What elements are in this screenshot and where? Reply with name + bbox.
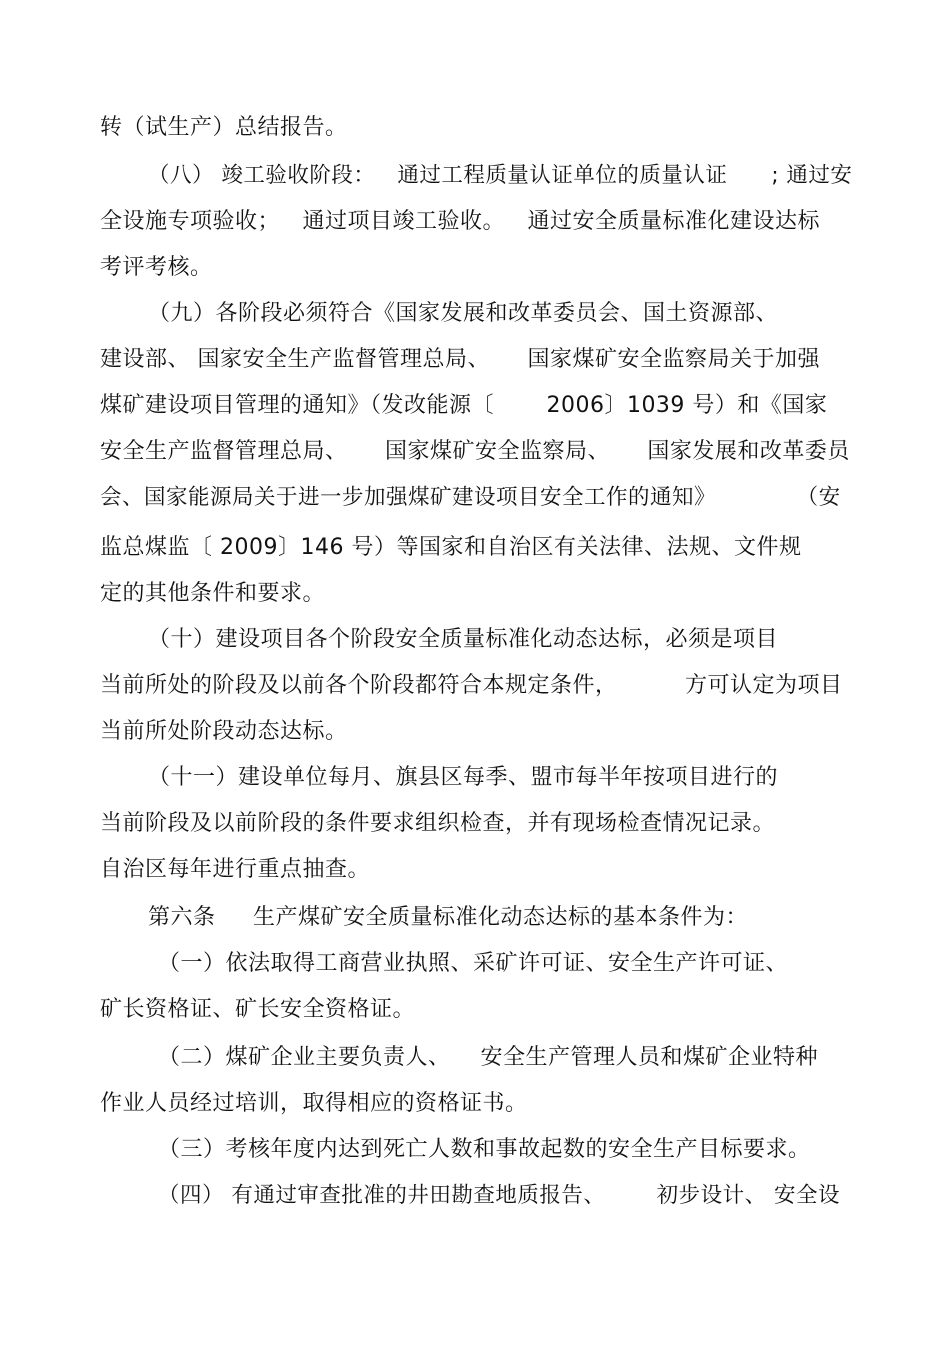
text-line: 全设施专项验收； 通过项目竣工验收。 通过安全质量标准化建设达标	[100, 209, 820, 234]
text-line: 转（试生产）总结报告。	[100, 115, 348, 140]
text-line: （二）煤矿企业主要负责人、 安全生产管理人员和煤矿企业特种	[158, 1045, 818, 1070]
text-line: 监总煤监〔 2009〕146 号）等国家和自治区有关法律、法规、文件规	[100, 535, 802, 560]
text-line: （一）依法取得工商营业执照、采矿许可证、安全生产许可证、	[158, 951, 789, 976]
text-line: 矿长资格证、矿长安全资格证。	[100, 997, 416, 1022]
text-line: 当前所处的阶段及以前各个阶段都符合本规定条件， 方可认定为项目	[100, 673, 843, 698]
text-line: （四） 有通过审查批准的井田勘查地质报告、 初步设计、 安全设	[158, 1183, 841, 1208]
text-line: 建设部、 国家安全生产监督管理总局、 国家煤矿安全监察局关于加强	[100, 347, 820, 372]
text-line: （八） 竣工验收阶段： 通过工程质量认证单位的质量认证 ; 通过安	[148, 163, 853, 188]
text-line: 定的其他条件和要求。	[100, 581, 326, 606]
text-line: （九）各阶段必须符合《国家发展和改革委员会、国土资源部、	[148, 301, 779, 326]
text-line: 作业人员经过培训，取得相应的资格证书。	[100, 1091, 528, 1116]
text-line: 煤矿建设项目管理的通知》（发改能源〔 2006〕1039 号）和《国家	[100, 393, 828, 418]
article-heading-line: 第六条 生产煤矿安全质量标准化动态达标的基本条件为：	[148, 905, 748, 930]
text-line: 安全生产监督管理总局、 国家煤矿安全监察局、 国家发展和改革委员	[100, 439, 850, 464]
text-line: （三）考核年度内达到死亡人数和事故起数的安全生产目标要求。	[158, 1137, 811, 1162]
text-line: （十一）建设单位每月、旗县区每季、盟市每半年按项目进行的	[148, 765, 779, 790]
text-line: 会、国家能源局关于进一步加强煤矿建设项目安全工作的通知》 （安	[100, 485, 841, 510]
text-line: 当前阶段及以前阶段的条件要求组织检查，并有现场检查情况记录。	[100, 811, 776, 836]
text-line: 当前所处阶段动态达标。	[100, 719, 348, 744]
text-line: （十）建设项目各个阶段安全质量标准化动态达标，必须是项目	[148, 627, 779, 652]
text-line: 自治区每年进行重点抽查。	[100, 857, 371, 882]
text-line: 考评考核。	[100, 255, 213, 280]
